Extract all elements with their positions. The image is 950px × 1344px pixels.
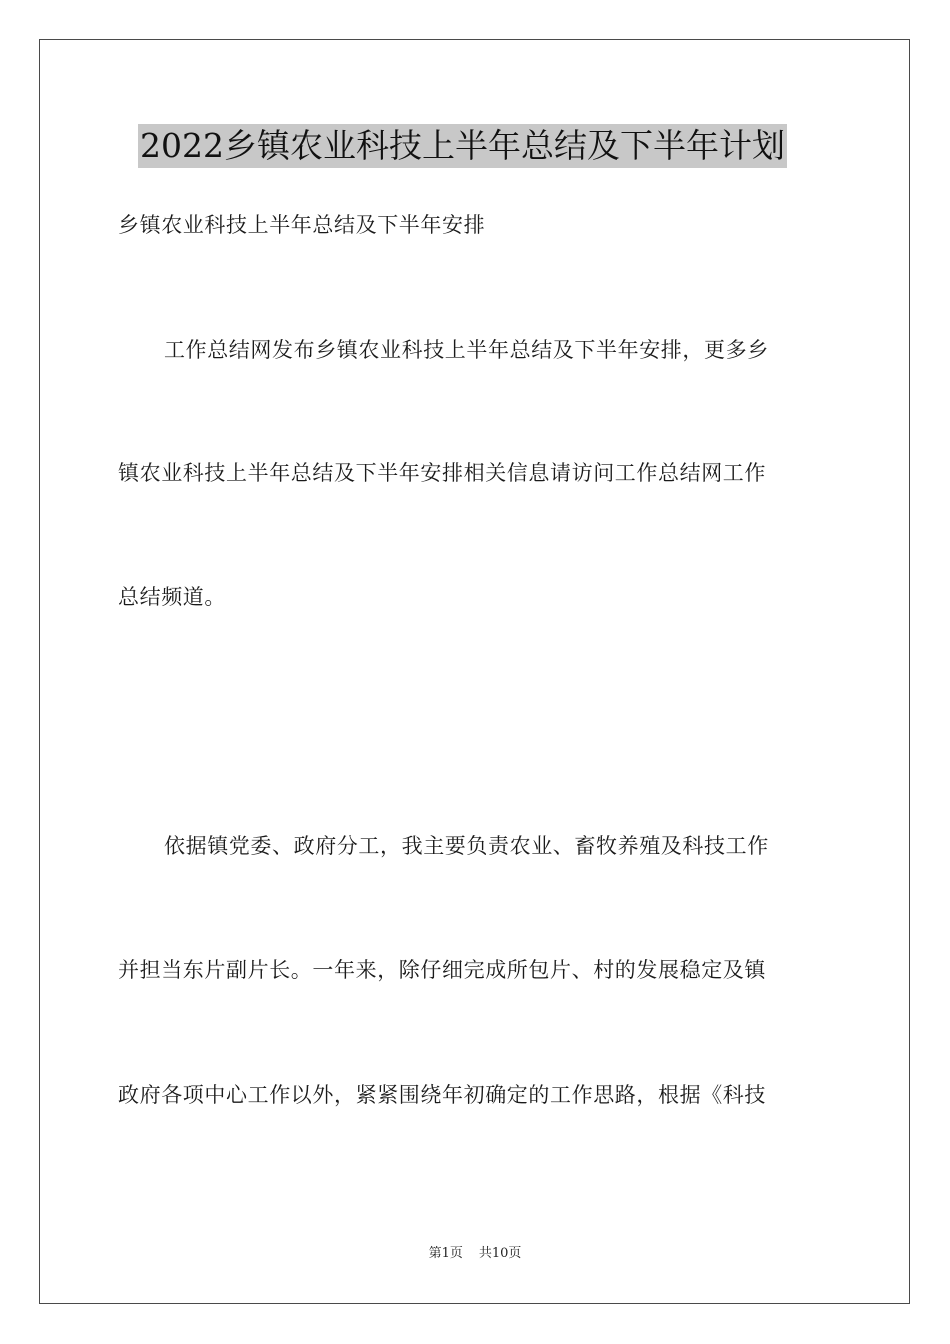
page-footer [0, 1245, 950, 1263]
paragraph-2-line-2: 并担当东片副片长。一年来，除仔细完成所包片、村的发展稳定及镇 [118, 958, 766, 982]
page-number: 第1页 [428, 1246, 463, 1261]
paragraph-1-line-2: 镇农业科技上半年总结及下半年安排相关信息请访问工作总结网工作 [118, 461, 766, 485]
paragraph-1-line-3: 总结频道。 [118, 585, 226, 609]
paragraph-2-line-3: 政府各项中心工作以外，紧紧围绕年初确定的工作思路，根据《科技 [118, 1083, 766, 1107]
document-title: 2022乡镇农业科技上半年总结及下半年计划 [138, 124, 787, 168]
page-total: 共10页 [478, 1246, 522, 1261]
paragraph-2-line-1: 依据镇党委、政府分工，我主要负责农业、畜牧养殖及科技工作 [164, 834, 769, 858]
paragraph-1-line-1: 工作总结网发布乡镇农业科技上半年总结及下半年安排，更多乡 [164, 338, 769, 362]
document-subtitle: 乡镇农业科技上半年总结及下半年安排 [118, 213, 486, 237]
